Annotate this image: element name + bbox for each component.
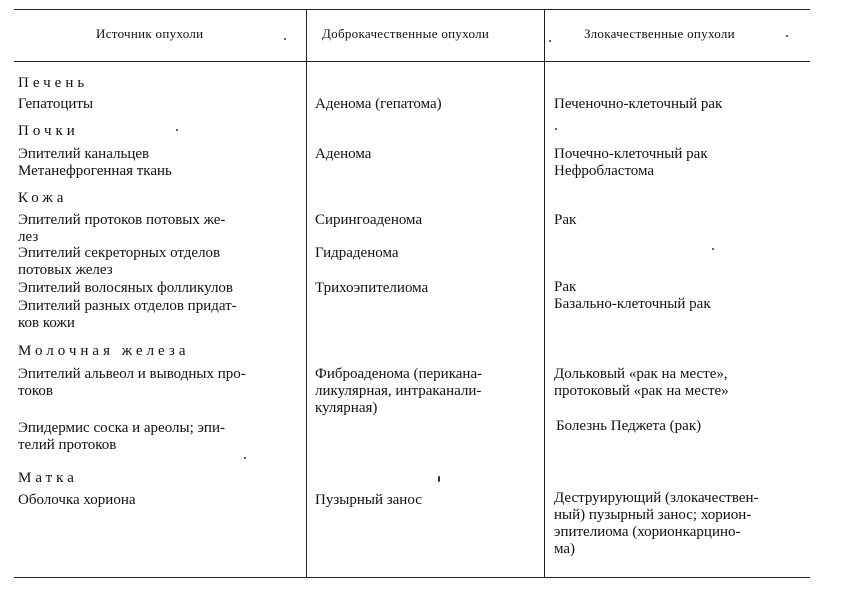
- benign-cell: ликулярная, интраканали-: [315, 383, 482, 399]
- section-title-skin: Кожа: [18, 190, 68, 206]
- source-cell: Эпителий волосяных фолликулов: [18, 280, 234, 296]
- malignant-cell: Деструирующий (злокачествен-: [554, 490, 759, 506]
- malignant-cell: Болезнь Педжета (рак): [556, 418, 702, 434]
- section-title-liver: Печень: [18, 75, 89, 91]
- malignant-cell: эпителиома (хорионкарцино-: [554, 524, 741, 540]
- section-title-mammary-gland: Молочная железа: [18, 343, 190, 359]
- malignant-cell: ма): [554, 541, 576, 557]
- scan-speck: [549, 40, 551, 42]
- source-cell: телий протоков: [18, 437, 117, 453]
- scan-speck: [786, 35, 788, 37]
- benign-cell: кулярная): [315, 400, 378, 416]
- section-title-kidneys: Почки: [18, 123, 79, 139]
- benign-cell: Гидраденома: [315, 245, 399, 261]
- section-title-uterus: Матка: [18, 470, 78, 486]
- source-cell: потовых желез: [18, 262, 113, 278]
- source-cell: Эпителий альвеол и выводных про-: [18, 366, 246, 382]
- benign-cell: Пузырный занос: [315, 492, 422, 508]
- source-cell: Эпидермис соска и ареолы; эпи-: [18, 420, 225, 436]
- malignant-cell: протоковый «рак на месте»: [554, 383, 729, 399]
- source-cell: Эпителий секреторных отделов: [18, 245, 221, 261]
- malignant-cell: Базально-клеточный рак: [554, 296, 711, 312]
- malignant-cell: Нефробластома: [554, 163, 655, 179]
- malignant-cell: Дольковый «рак на месте»,: [554, 366, 728, 382]
- header-malignant: Злокачественные опухоли: [584, 26, 735, 41]
- scan-speck: [284, 38, 286, 40]
- benign-cell: Сирингоаденома: [315, 212, 423, 228]
- scan-speck: [244, 457, 246, 459]
- scan-speck: [438, 476, 440, 482]
- source-cell: Метанефрогенная ткань: [18, 163, 172, 179]
- column-divider-1: [306, 10, 307, 577]
- malignant-cell: Рак: [554, 279, 577, 295]
- malignant-cell: Рак: [554, 212, 577, 228]
- scan-speck: [712, 248, 714, 250]
- header-benign: Доброкачественные опухоли: [322, 26, 490, 41]
- header-source: Источник опухоли: [96, 26, 204, 41]
- column-divider-2: [544, 10, 545, 577]
- source-cell: Гепатоциты: [18, 96, 94, 112]
- benign-cell: Аденома: [315, 146, 372, 162]
- source-cell: лез: [18, 229, 39, 245]
- malignant-cell: Почечно-клеточный рак: [554, 146, 708, 162]
- source-cell: Эпителий разных отделов придат-: [18, 298, 237, 314]
- source-cell: Оболочка хориона: [18, 492, 136, 508]
- scan-speck: [555, 128, 557, 130]
- header-bottom-rule: [14, 61, 810, 62]
- benign-cell: Фиброаденома (перикана-: [315, 366, 483, 382]
- source-cell: Эпителий протоков потовых же-: [18, 212, 226, 228]
- source-cell: Эпителий канальцев: [18, 146, 150, 162]
- benign-cell: Аденома (гепатома): [315, 96, 442, 112]
- benign-cell: Трихоэпителиома: [315, 280, 429, 296]
- table-bottom-rule: [14, 577, 810, 578]
- scan-speck: [176, 129, 178, 131]
- malignant-cell: Печеночно-клеточный рак: [554, 96, 723, 112]
- malignant-cell: ный) пузырный занос; хорион-: [554, 507, 752, 523]
- source-cell: токов: [18, 383, 53, 399]
- source-cell: ков кожи: [18, 315, 75, 331]
- table-top-rule: [14, 9, 810, 10]
